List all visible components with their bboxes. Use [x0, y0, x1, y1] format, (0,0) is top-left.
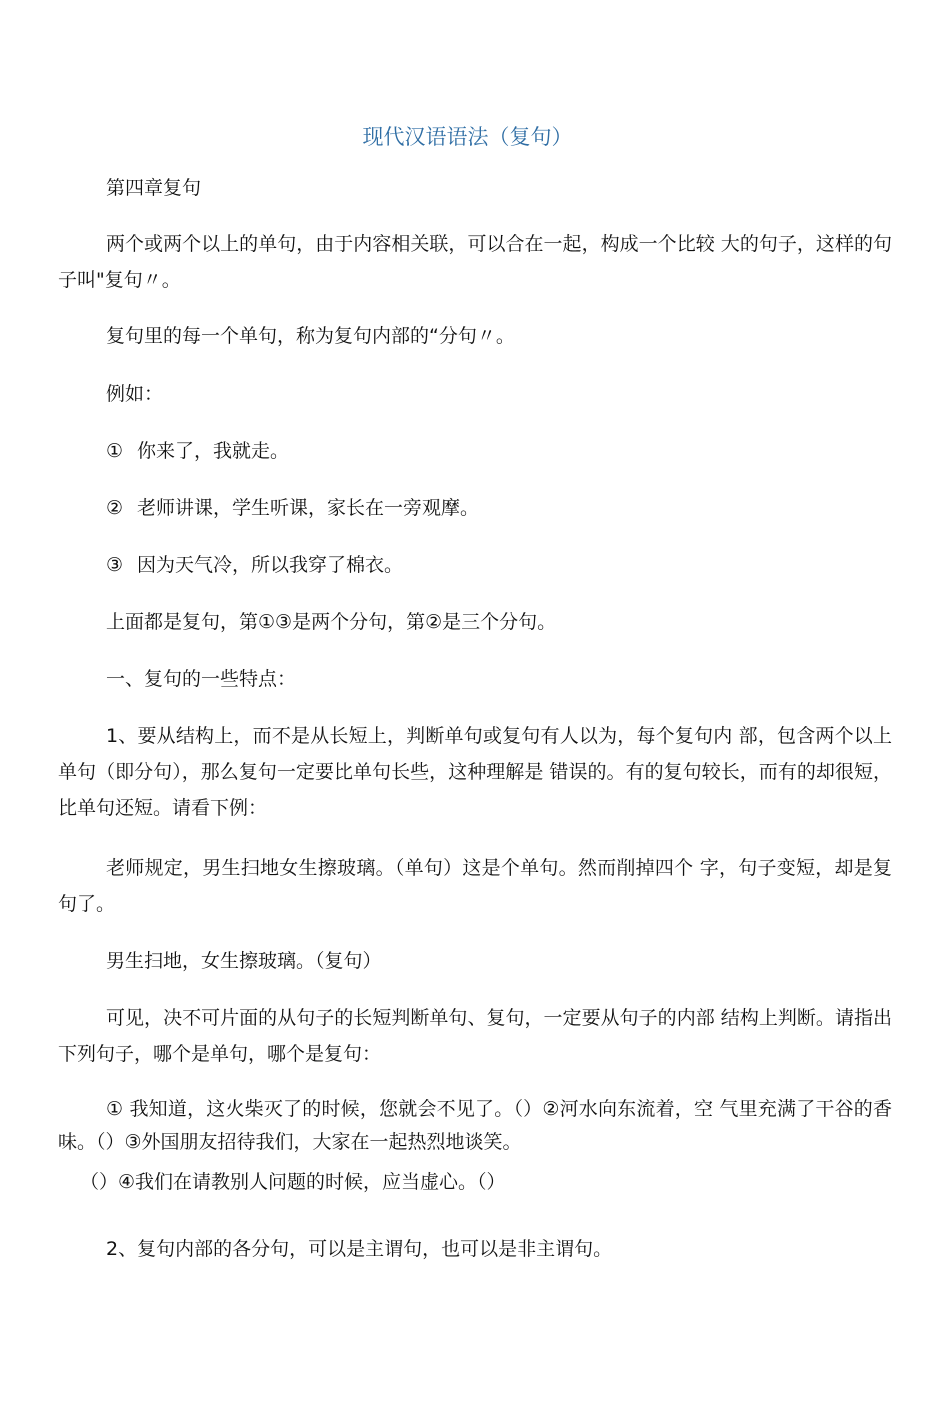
- chapter-heading: 第四章复句: [106, 177, 202, 199]
- example-text: 老师讲课，学生听课，家长在一旁观摩。: [137, 497, 480, 519]
- paragraph-example-intro: 例如：: [106, 383, 164, 405]
- example-text: 你来了，我就走。: [137, 440, 290, 462]
- example-item: [106, 490, 479, 526]
- example-number: ②: [106, 497, 124, 519]
- paragraph-clause-definition: 复句里的每一个单句，称为复句内部的“分句〃。: [106, 325, 515, 347]
- example-item: [106, 433, 289, 469]
- document-title: 现代汉语语法（复句）: [362, 125, 573, 149]
- example-item: [106, 547, 403, 583]
- example-number: ①: [106, 440, 124, 462]
- paragraph-exercise-last: （）④我们在请教别人问题的时候，应当虚心。（）: [80, 1171, 506, 1193]
- paragraph-point-1: 1、要从结构上，而不是从长短上，判断单句或复句有人以为，每个复句内 部，包含两个以上单句（即分句），那么复句一定要比单句长些，这种理解是 错误的。有的复句较长，而有的却很短，比单句还短。请看下例：: [58, 725, 892, 819]
- paragraph-conclusion: 可见，决不可片面的从句子的长短判断单句、复句，一定要从句子的内部 结构上判断。请指出下列句子，哪个是单句，哪个是复句：: [58, 1007, 892, 1065]
- paragraph-definition: 两个或两个以上的单句，由于内容相关联，可以合在一起，构成一个比较 大的句子，这样的句子叫"复句〃。: [58, 233, 892, 291]
- paragraph-exercise: ① 我知道，这火柴灭了的时候，您就会不见了。（）②河水向东流着，空 气里充满了干谷的香味。（）③外国朋友招待我们，大家在一起热烈地谈笑。: [58, 1098, 892, 1153]
- section-heading: 一、复句的一些特点：: [106, 668, 297, 690]
- paragraph-complex-sentence-example: 男生扫地，女生擦玻璃。（复句）: [106, 950, 382, 972]
- paragraph-point-2: 2、复句内部的各分句，可以是主谓句，也可以是非主谓句。: [106, 1238, 613, 1260]
- paragraph-single-sentence-example: 老师规定，男生扫地女生擦玻璃。（单句）这是个单句。然而削掉四个 字，句子变短，却是复句了。: [58, 857, 892, 915]
- example-number: ③: [106, 554, 124, 576]
- paragraph-summary: 上面都是复句，第①③是两个分句，第②是三个分句。: [106, 611, 557, 633]
- example-text: 因为天气冷，所以我穿了棉衣。: [137, 554, 404, 576]
